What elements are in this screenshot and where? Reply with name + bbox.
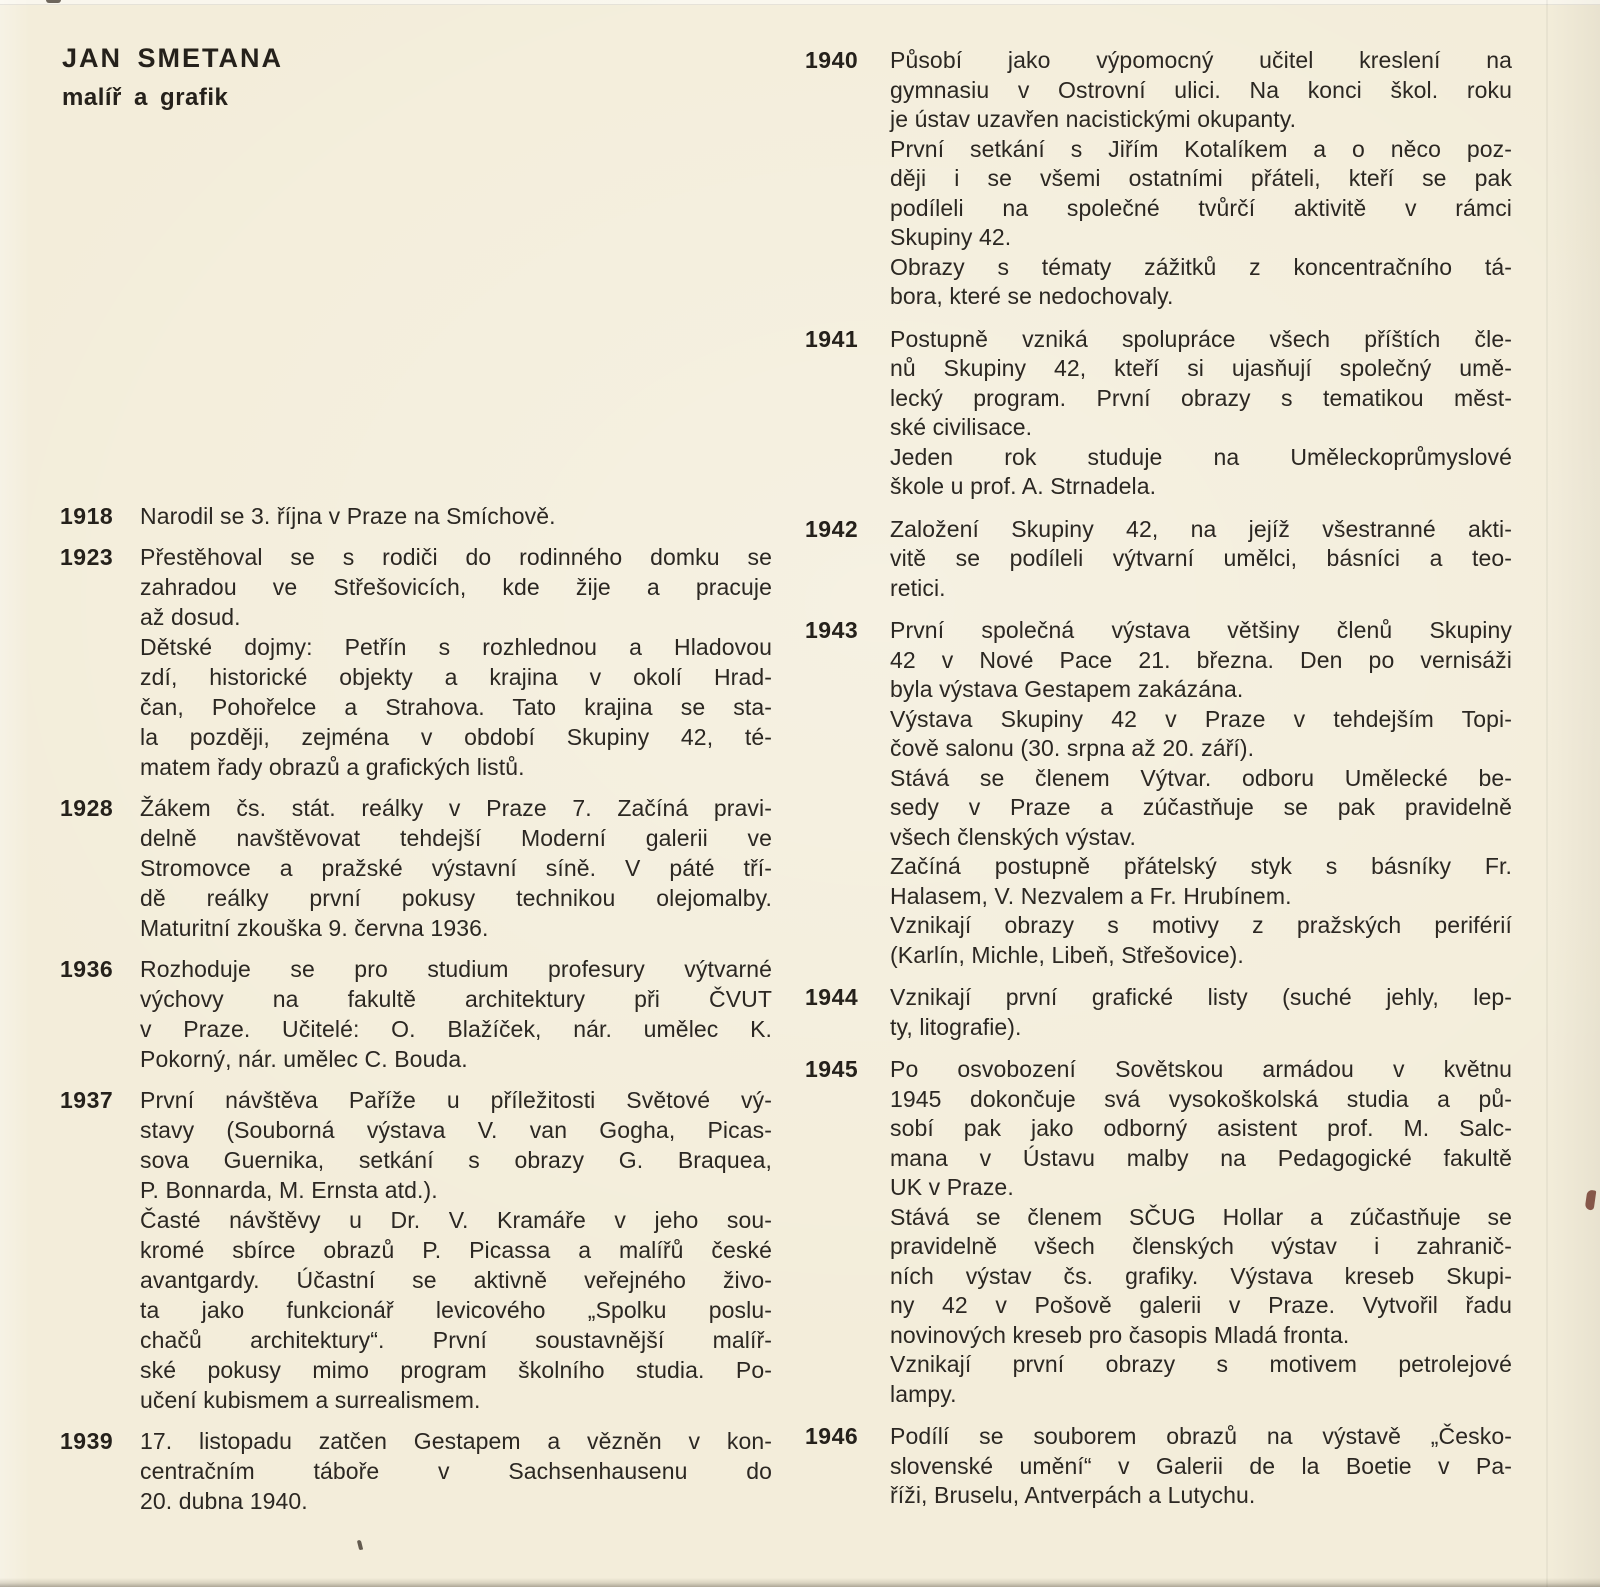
text-line: všech členských výstav.: [890, 823, 1137, 850]
text-line: Vznikají obrazy s motivy z pražských periférií: [890, 912, 1512, 938]
text-line: delně navštěvovat tehdejší Moderní galerii ve: [140, 825, 772, 851]
text-line: výchovy na fakultě architektury při ČVUT: [140, 986, 772, 1012]
timeline-entry-1944: [805, 983, 1512, 1042]
timeline-text: [890, 983, 1512, 1042]
scan-speck-top: [46, 0, 61, 3]
paragraph: [140, 1426, 772, 1516]
text-line: Halasem, V. Nezvalem a Fr. Hrubínem.: [890, 882, 1292, 909]
paragraph: [890, 764, 1512, 853]
text-line: Po osvobození Sovětskou armádou v květnu: [890, 1056, 1512, 1082]
text-line: Stává se členem SČUG Hollar a zúčastňuje se: [890, 1203, 1512, 1230]
timeline-text: [140, 793, 772, 943]
text-line: ních výstav čs. grafiky. Výstava kreseb Skupi-: [890, 1262, 1512, 1289]
text-line: Dětské dojmy: Petřín s rozhlednou a Hladovou: [140, 634, 772, 660]
paragraph: [890, 852, 1512, 911]
text-line: Maturitní zkouška 9. června 1936.: [140, 915, 489, 941]
paragraph: [890, 253, 1512, 312]
text-line: kromé sbírce obrazů P. Picassa a malířů české: [140, 1237, 772, 1263]
timeline-entry-1928: [60, 793, 772, 943]
page-header: [62, 42, 283, 112]
text-line: 42 v Nové Pace 21. března. Den po vernisáži: [890, 646, 1512, 673]
text-line: Začíná postupně přátelský styk s básníky Fr.: [890, 853, 1512, 879]
text-line: stavy (Souborná výstava V. van Gogha, Picas-: [140, 1117, 772, 1143]
paragraph: [140, 793, 772, 943]
paragraph: [890, 983, 1512, 1042]
text-line: zdí, historické objekty a krajina v okolí Hrad-: [140, 664, 772, 690]
text-line: Vznikají první obrazy s motivem petrolejové: [890, 1351, 1512, 1377]
timeline-text: [890, 325, 1512, 502]
text-line: UK v Praze.: [890, 1174, 1014, 1200]
text-line: Vznikají první grafické listy (suché jehly, lep-: [890, 984, 1512, 1010]
timeline-year: 1946: [805, 1423, 859, 1449]
text-line: je ústav uzavřen nacistickými okupanty.: [890, 106, 1297, 132]
timeline-entry-1943: [805, 616, 1512, 970]
text-line: byla výstava Gestapem zakázána.: [890, 676, 1244, 702]
text-line: vitě se podíleli výtvarní umělci, básníci a teo-: [890, 545, 1512, 571]
text-line: Jeden rok studuje na Uměleckoprůmyslové: [890, 443, 1512, 470]
paragraph: [890, 1422, 1512, 1511]
text-line: ské civilisace.: [890, 414, 1033, 440]
red-crop-mark-right: [1585, 1189, 1597, 1210]
text-line: bora, které se nedochovaly.: [890, 283, 1174, 309]
scan-fold-line: [1546, 0, 1548, 1587]
text-line: centračním táboře v Sachsenhausenu do: [140, 1458, 772, 1484]
text-line: sedy v Praze a zúčastňuje se pak pravidelně: [890, 794, 1512, 820]
timeline-text: [140, 954, 772, 1074]
text-line: čově salonu (30. srpna až 20. září).: [890, 735, 1255, 761]
text-line: Pokorný, nár. umělec C. Bouda.: [140, 1046, 468, 1072]
text-line: ději i se všemi ostatními přáteli, kteří se pak: [890, 165, 1512, 191]
text-line: Působí jako výpomocný učitel kreslení na: [890, 47, 1512, 73]
paragraph: [890, 325, 1512, 443]
paragraph: [140, 954, 772, 1074]
text-line: chačů architektury“. První soustavnější malíř-: [140, 1327, 772, 1353]
text-line: Založení Skupiny 42, na jejíž všestranné akti-: [890, 515, 1512, 542]
text-line: až dosud.: [140, 604, 241, 630]
timeline-entry-1939: [60, 1426, 772, 1516]
text-line: Skupiny 42.: [890, 224, 1012, 250]
text-line: 20. dubna 1940.: [140, 1488, 308, 1514]
paragraph: [890, 135, 1512, 253]
timeline-year: 1923: [60, 544, 114, 570]
page-subtitle: malíř a grafik: [62, 84, 229, 112]
timeline-year: 1941: [805, 325, 859, 352]
timeline-year: 1936: [60, 956, 114, 982]
timeline-column-right: [805, 46, 1512, 1524]
text-line: dě reálky první pokusy technikou olejomalby.: [140, 885, 772, 911]
text-line: čan, Pohořelce a Strahova. Tato krajina se sta-: [140, 694, 772, 720]
timeline-text: [140, 542, 772, 782]
timeline-entry-1946: [805, 1422, 1512, 1511]
text-line: 17. listopadu zatčen Gestapem a vězněn v kon-: [140, 1428, 772, 1454]
paragraph: [890, 1203, 1512, 1351]
paragraph: [890, 443, 1512, 502]
timeline-year: 1944: [805, 984, 859, 1010]
paragraph: [890, 515, 1512, 604]
text-line: (Karlín, Michle, Libeň, Střešovice).: [890, 941, 1244, 968]
scan-top-edge: [0, 0, 1600, 5]
page-title: JAN SMETANA: [62, 43, 284, 73]
text-line: učení kubismem a surrealismem.: [140, 1387, 481, 1413]
text-line: Výstava Skupiny 42 v Praze v tehdejším Topi-: [890, 705, 1512, 732]
text-line: nů Skupiny 42, kteří si ujasňují společný umě-: [890, 355, 1512, 381]
text-line: ta jako funkcionář levicového „Spolku poslu-: [140, 1297, 772, 1323]
text-line: Narodil se 3. října v Praze na Smíchově.: [140, 503, 556, 529]
timeline-entry-1923: [60, 542, 772, 782]
timeline-text: [890, 515, 1512, 604]
text-line: škole u prof. A. Strnadela.: [890, 473, 1157, 499]
paragraph: [890, 1055, 1512, 1203]
timeline-text: [890, 46, 1512, 312]
text-line: Postupně vzniká spolupráce všech příštích čle-: [890, 325, 1512, 352]
timeline-text: [140, 501, 772, 531]
timeline-year: 1937: [60, 1087, 114, 1113]
text-line: slovenské umění“ v Galerii de la Boetie v Pa-: [890, 1452, 1512, 1479]
paragraph: [140, 1205, 772, 1415]
timeline-year: 1939: [60, 1428, 114, 1454]
timeline-entry-1945: [805, 1055, 1512, 1409]
text-line: 1945 dokončuje svá vysokoškolská studia a pů-: [890, 1085, 1512, 1112]
scan-speck-comma: [357, 1540, 363, 1551]
paragraph: [140, 632, 772, 782]
text-line: retici.: [890, 574, 946, 601]
text-line: lampy.: [890, 1380, 957, 1407]
text-line: Stává se členem Výtvar. odboru Umělecké be-: [890, 764, 1512, 791]
timeline-entry-1940: [805, 46, 1512, 312]
text-line: První setkání s Jiřím Kotalíkem a o něco poz-: [890, 135, 1512, 162]
text-line: lecký program. První obrazy s tematikou měst-: [890, 384, 1512, 411]
timeline-entry-1936: [60, 954, 772, 1074]
scan-bottom-shadow: [0, 1578, 1600, 1587]
text-line: avantgardy. Účastní se aktivně veřejného živo-: [140, 1267, 772, 1293]
timeline-year: 1942: [805, 515, 859, 542]
paragraph: [140, 542, 772, 632]
text-line: ty, litografie).: [890, 1013, 1022, 1040]
timeline-year: 1928: [60, 795, 114, 821]
timeline-year: 1918: [60, 503, 114, 529]
text-line: sobí pak jako odborný asistent prof. M. Salc-: [890, 1115, 1512, 1141]
text-line: novinových kreseb pro časopis Mladá fronta.: [890, 1321, 1350, 1348]
paragraph: [890, 705, 1512, 764]
timeline-entry-1937: [60, 1085, 772, 1415]
timeline-text: [140, 1426, 772, 1516]
text-line: sova Guernika, setkání s obrazy G. Braquea,: [140, 1147, 772, 1173]
text-line: P. Bonnarda, M. Ernsta atd.).: [140, 1177, 438, 1203]
text-line: ské pokusy mimo program školního studia. Po-: [140, 1357, 772, 1383]
timeline-text: [890, 1422, 1512, 1511]
text-line: Obrazy s tématy zážitků z koncentračního tá-: [890, 253, 1512, 280]
text-line: První návštěva Paříže u příležitosti Světové vý-: [140, 1087, 772, 1113]
paragraph: [890, 46, 1512, 135]
text-line: ny 42 v Pošově galerii v Praze. Vytvořil řadu: [890, 1292, 1512, 1318]
timeline-year: 1940: [805, 47, 859, 73]
text-line: mana v Ústavu malby na Pedagogické fakultě: [890, 1144, 1512, 1171]
timeline-entry-1942: [805, 515, 1512, 604]
timeline-entry-1918: [60, 501, 772, 531]
text-line: Přestěhoval se s rodiči do rodinného domku se: [140, 544, 772, 570]
text-line: Rozhoduje se pro studium profesury výtvarné: [140, 956, 772, 982]
text-line: Stromovce a pražské výstavní síně. V páté tří-: [140, 855, 772, 881]
text-line: Žákem čs. stát. reálky v Praze 7. Začíná pravi-: [140, 795, 772, 821]
paragraph: [890, 616, 1512, 705]
paragraph: [890, 1350, 1512, 1409]
timeline-entry-1941: [805, 325, 1512, 502]
timeline-text: [890, 616, 1512, 970]
paragraph: [140, 1085, 772, 1205]
text-line: podíleli na společné tvůrčí aktivitě v rámci: [890, 194, 1512, 221]
text-line: v Praze. Učitelé: O. Blažíček, nár. umělec K.: [140, 1016, 772, 1042]
text-line: říži, Bruselu, Antverpách a Lutychu.: [890, 1482, 1256, 1508]
text-line: gymnasiu v Ostrovní ulici. Na konci škol. roku: [890, 76, 1512, 103]
text-line: pravidelně všech členských výstav i zahranič-: [890, 1233, 1512, 1259]
timeline-text: [140, 1085, 772, 1415]
text-line: První společná výstava většiny členů Skupiny: [890, 617, 1512, 643]
paragraph: [890, 911, 1512, 970]
timeline-year: 1943: [805, 617, 859, 643]
text-line: Podílí se souborem obrazů na výstavě „Česko-: [890, 1423, 1512, 1449]
text-line: la později, zejména v období Skupiny 42, té-: [140, 724, 772, 750]
text-line: Časté návštěvy u Dr. V. Kramáře v jeho sou-: [140, 1207, 772, 1233]
text-line: zahradou ve Střešovicích, kde žije a pracuje: [140, 574, 772, 600]
timeline-year: 1945: [805, 1056, 859, 1082]
timeline-column-left: [60, 501, 772, 1527]
paragraph: [140, 501, 772, 531]
text-line: matem řady obrazů a grafických listů.: [140, 754, 525, 780]
timeline-text: [890, 1055, 1512, 1409]
